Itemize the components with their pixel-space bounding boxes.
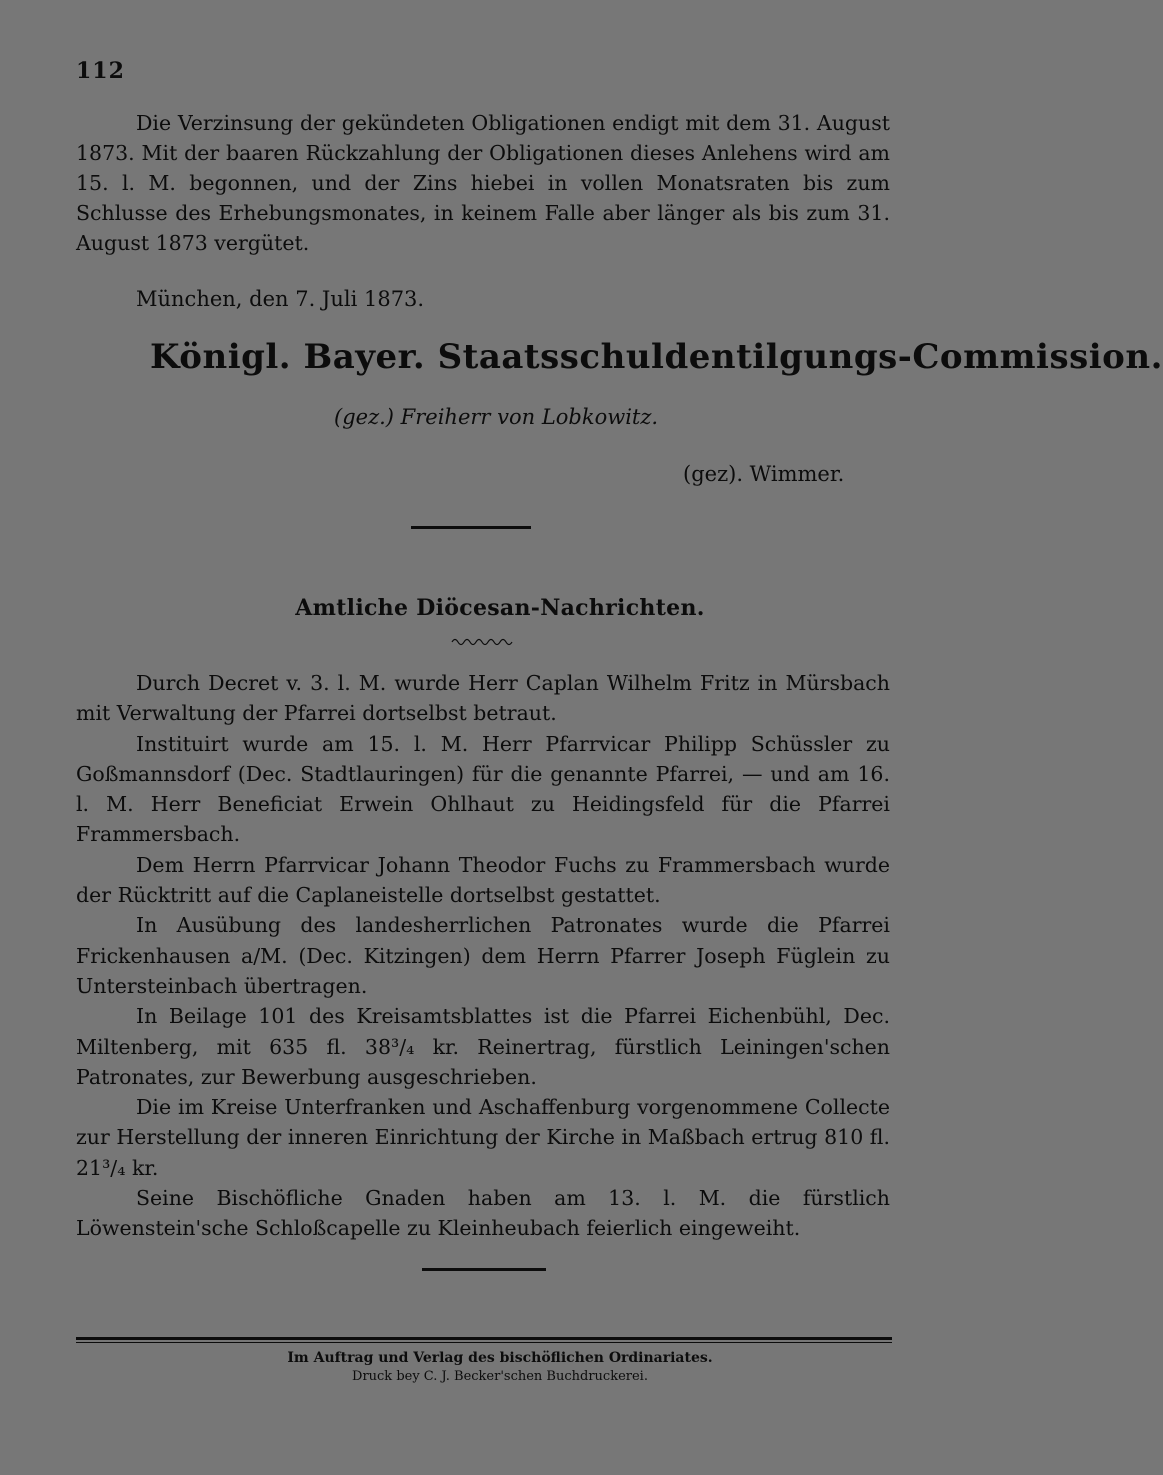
news-paragraph: In Ausübung des landesherrlichen Patronates wurde die Pfarrei Frickenhausen a/M. (Dec. Kitzingen) dem Herrn Pfarrer Joseph Füglein zu Untersteinbach übertragen. — [76, 913, 890, 998]
page-number: 112 — [76, 58, 125, 84]
news-paragraph: Die im Kreise Unterfranken und Aschaffenburg vorgenommene Collecte zur Herstellung der inneren Einrichtung der Kirche in Maßbach ertrug 810 fl. 21³/₄ kr. — [76, 1095, 890, 1180]
intro-paragraph: Die Verzinsung der gekündeten Obligationen endigt mit dem 31. August 1873. Mit der baaren Rückzahlung der Obligationen dieses Anlehens wird am 15. l. M. begonnen, und der Zins hiebei in vollen Monatsraten bis zum Schlusse des Erhebungsmonates, in keinem Falle aber länger als bis zum 31. August 1873 vergütet. — [76, 111, 890, 255]
news-paragraph: Durch Decret v. 3. l. M. wurde Herr Caplan Wilhelm Fritz in Mürsbach mit Verwaltung der Pfarrei dortselbst betraut. — [76, 671, 890, 726]
end-rule — [422, 1268, 546, 1271]
news-paragraph: Dem Herrn Pfarrvicar Johann Theodor Fuchs zu Frammersbach wurde der Rücktritt auf die Caplaneistelle dortselbst gestattet. — [76, 852, 890, 908]
footer-rule-thick — [76, 1337, 892, 1340]
news-paragraph: Instituirt wurde am 15. l. M. Herr Pfarrvicar Philipp Schüssler zu Goßmannsdorf (Dec. Stadtlauringen) für die genannte Pfarrei, — und am 16. l. M. Herr Beneficiat Erwein Ohlhaut zu Heidingsfeld für die Pfarrei Frammersbach. — [76, 731, 890, 847]
decorative-squiggle-icon — [452, 636, 514, 646]
signature-wimmer: (gez). Wimmer. — [683, 462, 845, 486]
place-date: München, den 7. Juli 1873. — [136, 287, 425, 311]
news-paragraph: Seine Bischöfliche Gnaden haben am 13. l. M. die fürstlich Löwenstein'sche Schloßcapelle zu Kleinheubach feierlich eingeweiht. — [76, 1186, 890, 1241]
signature-lobkowitz: (gez.) Freiherr von Lobkowitz. — [334, 405, 659, 429]
footer-publisher: Im Auftrag und Verlag des bischöflichen Ordinariates. — [287, 1350, 713, 1366]
news-paragraph: In Beilage 101 des Kreisamtsblattes ist die Pfarrei Eichenbühl, Dec. Miltenberg, mit 635 fl. 38³/₄ kr. Reinertrag, fürstlich Leiningen'schen Patronates, zur Bewerbung ausgeschrieben. — [76, 1004, 890, 1089]
section-heading: Amtliche Diöcesan-Nachrichten. — [295, 595, 705, 621]
footer-printer: Druck bey C. J. Becker'schen Buchdruckerei. — [352, 1369, 648, 1384]
separator-rule — [411, 526, 531, 529]
commission-title: Königl. Bayer. Staatsschuldentilgungs-Commission. — [150, 337, 1163, 377]
footer-rule-thin — [76, 1342, 892, 1343]
diocesan-news-body — [76, 668, 890, 1244]
